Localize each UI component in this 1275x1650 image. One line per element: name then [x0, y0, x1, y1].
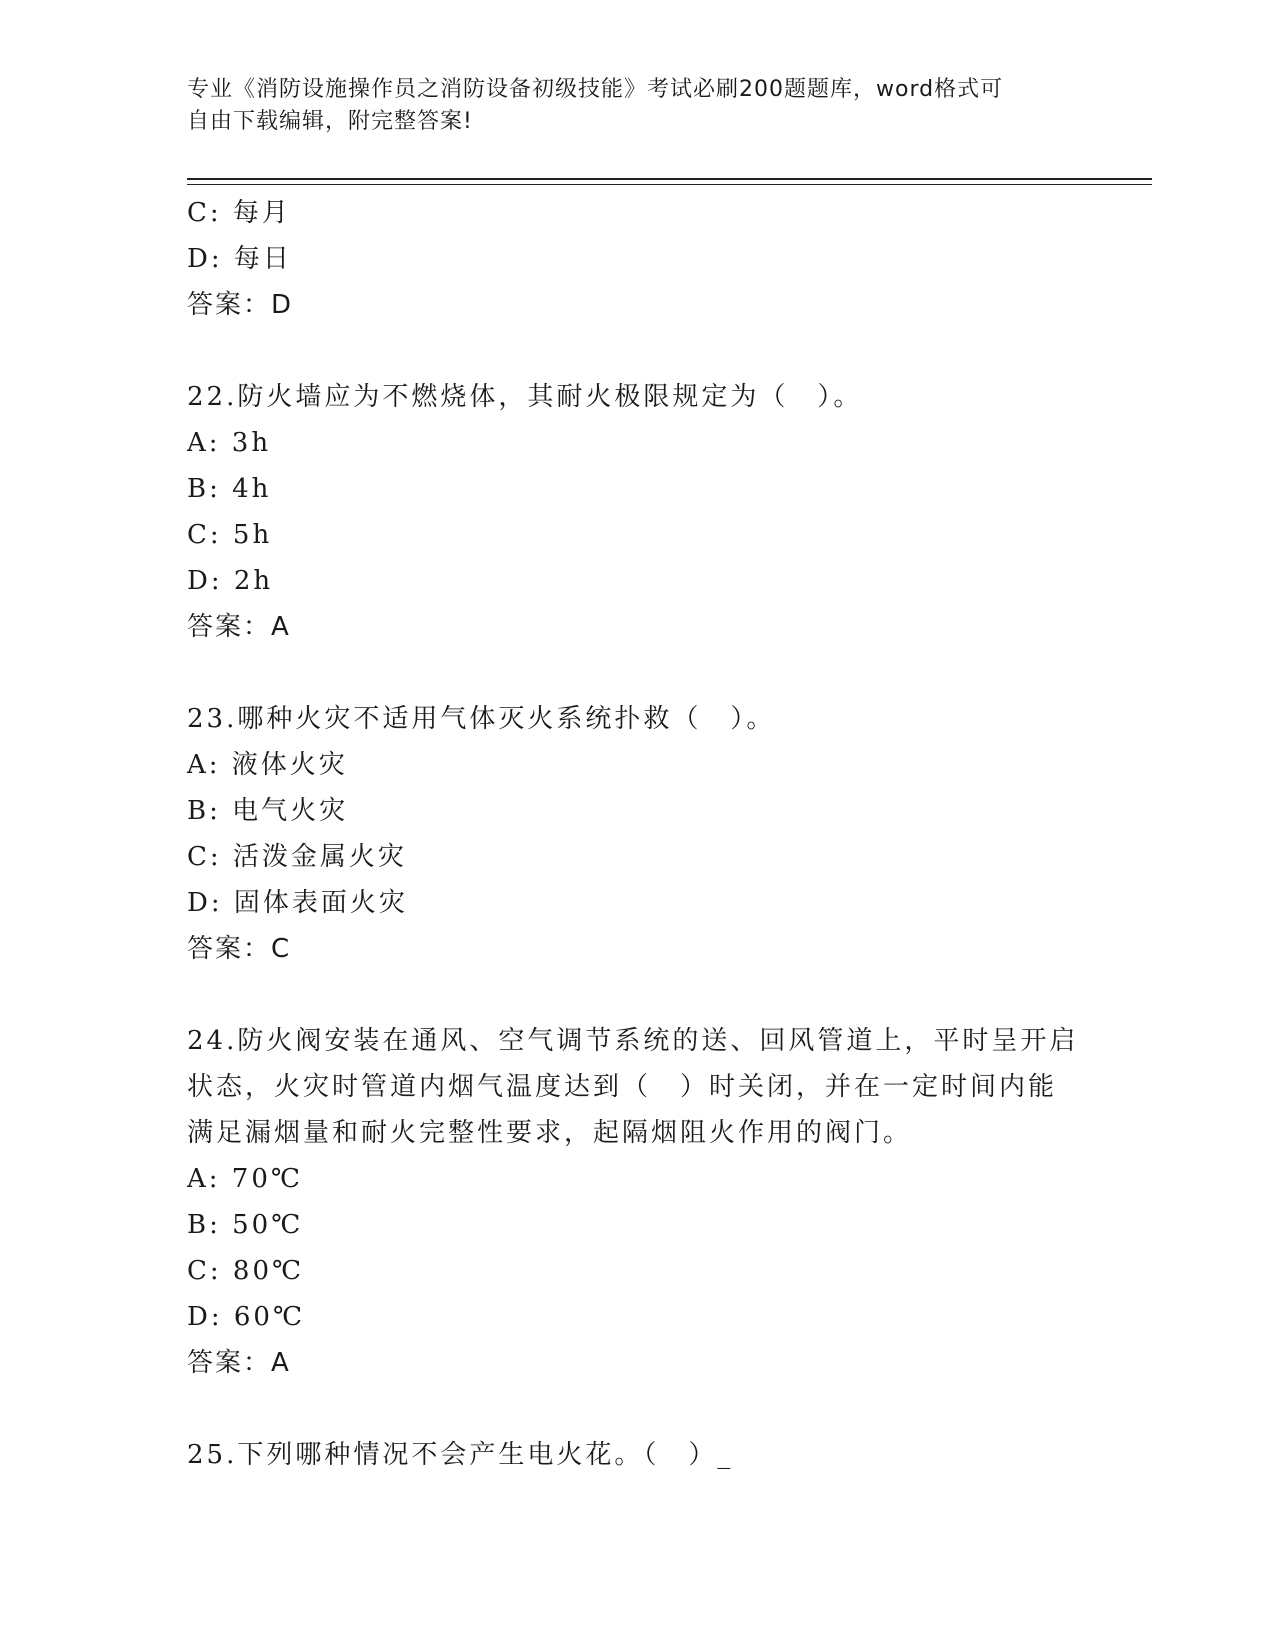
- spacer: [187, 328, 1087, 374]
- answer: 答案：A: [187, 1348, 291, 1378]
- option-c: C: 每月: [187, 198, 291, 228]
- question-stem-line-1: 24.防火阀安装在通风、空气调节系统的送、回风管道上，平时呈开启: [187, 1026, 1079, 1056]
- option-d: D: 每日: [187, 244, 292, 274]
- question-stem: 22.防火墙应为不燃烧体，其耐火极限规定为（ ）。: [187, 382, 863, 412]
- document-header: [187, 74, 1067, 138]
- question-21-tail: [187, 190, 1087, 328]
- spacer: [187, 650, 1087, 696]
- header-rule-thin: [187, 184, 1152, 185]
- answer: 答案：A: [187, 612, 291, 642]
- option-b: B: 4h: [187, 474, 272, 504]
- question-stem-line-3: 满足漏烟量和耐火完整性要求，起隔烟阻火作用的阀门。: [187, 1118, 913, 1148]
- question-23: [187, 696, 1087, 972]
- option-d: D: 2h: [187, 566, 274, 596]
- header-line-2: 自由下载编辑，附完整答案!: [187, 109, 473, 134]
- option-c: C: 80℃: [187, 1256, 305, 1286]
- question-stem-line-2: 状态，火灾时管道内烟气温度达到（ ）时关闭，并在一定时间内能: [187, 1072, 1058, 1102]
- option-a: A: 液体火灾: [187, 750, 348, 780]
- header-rule-thick: [187, 178, 1152, 180]
- question-stem: 23.哪种火灾不适用气体灭火系统扑救（ ）。: [187, 704, 776, 734]
- option-c: C: 5h: [187, 520, 273, 550]
- option-b: B: 50℃: [187, 1210, 304, 1240]
- answer: 答案：C: [187, 934, 292, 964]
- header-line-1: 专业《消防设施操作员之消防设备初级技能》考试必刷200题题库，word格式可: [187, 77, 1004, 102]
- option-a: A: 3h: [187, 428, 272, 458]
- question-22: [187, 374, 1087, 650]
- option-a: A: 70℃: [187, 1164, 303, 1194]
- option-c: C: 活泼金属火灾: [187, 842, 407, 872]
- answer: 答案：D: [187, 290, 294, 320]
- question-25: [187, 1432, 1087, 1478]
- spacer: [187, 1386, 1087, 1432]
- question-list: [187, 190, 1087, 1478]
- question-stem: 25.下列哪种情况不会产生电火花。（ ）_: [187, 1440, 734, 1470]
- question-24: [187, 1018, 1087, 1386]
- option-d: D: 60℃: [187, 1302, 306, 1332]
- option-d: D: 固体表面火灾: [187, 888, 408, 918]
- option-b: B: 电气火灾: [187, 796, 349, 826]
- spacer: [187, 972, 1087, 1018]
